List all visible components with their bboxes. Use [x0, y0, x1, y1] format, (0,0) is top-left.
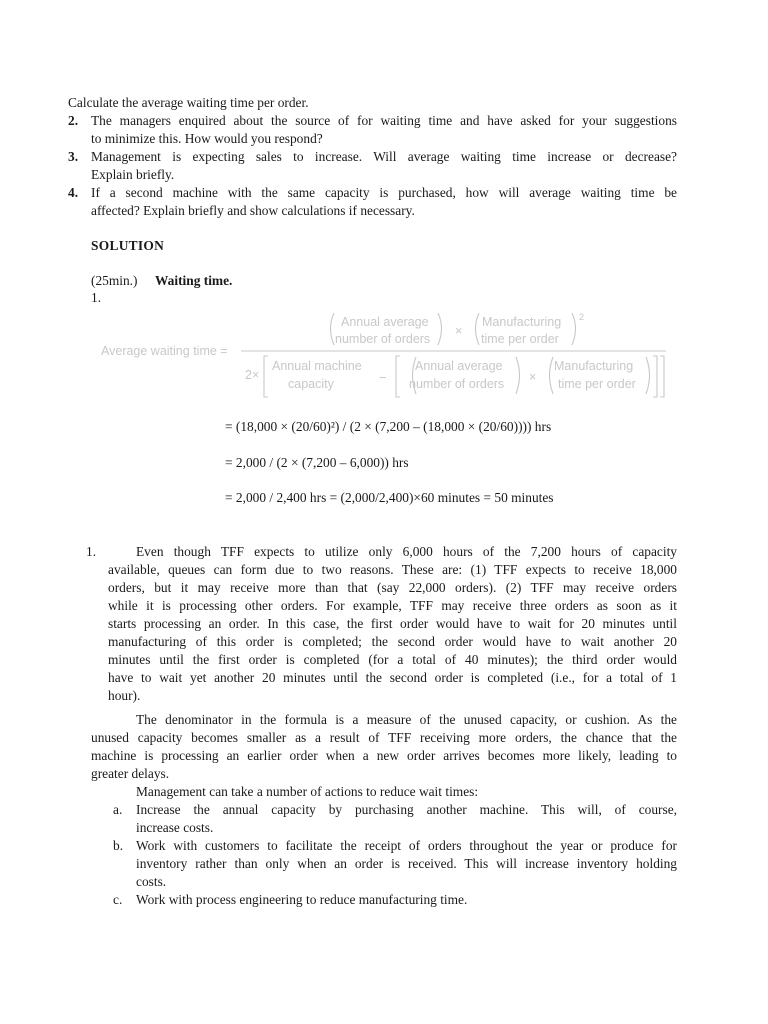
solution-part-number: 1. [91, 290, 102, 305]
answer-1-line-2: available, queues can form due to two reasons. These are: (1) TFF expects to receive 18,000 [108, 562, 677, 577]
question-4-line-1: If a second machine with the same capacity is purchased, how will average waiting time be [91, 185, 677, 200]
question-2-line-2: to minimize this. How would you respond? [91, 131, 323, 146]
paren-right-4 [646, 357, 650, 394]
question-3-line-1: Management is expecting sales to increase. Will average waiting time increase or decrease? [91, 149, 677, 164]
formula-number-of-orders: number of orders [335, 332, 431, 346]
question-3-number: 3. [68, 149, 79, 164]
solution-heading: SOLUTION [91, 238, 165, 253]
formula-two-times: 2× [245, 368, 260, 382]
answer-1-line-4: while it is processing other orders. For example, TFF may receive three orders as soon as it [108, 598, 677, 613]
formula-exponent: 2 [579, 312, 585, 322]
action-b-line-3: costs. [136, 874, 167, 889]
formula-manufacturing-2: Manufacturing [554, 359, 634, 373]
paren-left-2 [476, 313, 480, 345]
formula-time-per-order: time per order [481, 332, 559, 346]
paren-right-1 [438, 313, 442, 345]
formula-lhs: Average waiting time = [101, 344, 228, 358]
bracket-left-outer [264, 356, 268, 397]
solution-time-tag: (25min.) [91, 273, 138, 288]
actions-intro: Management can take a number of actions to reduce wait times: [136, 784, 479, 799]
question-4-line-2: affected? Explain briefly and show calculations if necessary. [91, 203, 415, 218]
action-b-line-1: Work with customers to facilitate the receipt of orders throughout the year or produce for [136, 838, 677, 853]
action-a-line-1: Increase the annual capacity by purchasing another machine. This will, of course, [136, 802, 677, 817]
bracket-right-inner [653, 356, 657, 397]
action-c-label: c. [113, 892, 123, 907]
formula-annual-machine: Annual machine [272, 359, 362, 373]
question-2-number: 2. [68, 113, 79, 128]
paren-right-3 [516, 357, 520, 394]
question-2-line-1: The managers enquired about the source of for waiting time and have asked for your suggestions [91, 113, 677, 128]
formula-minus: − [379, 370, 387, 385]
formula-manufacturing: Manufacturing [482, 315, 562, 329]
answer-1-number: 1. [86, 544, 97, 559]
formula-time-per-order-2: time per order [558, 377, 636, 391]
question-4-number: 4. [68, 185, 79, 200]
bracket-right-outer [660, 356, 664, 397]
paragraph-2-line-4: greater delays. [91, 766, 170, 781]
formula-times-2: × [529, 370, 537, 384]
paragraph-2-line-2: unused capacity becomes smaller as a result of TFF receiving more orders, the chance that the [91, 730, 677, 745]
answer-1-line-5: starts processing an order. In this case, the first order would have to wait for 20 minutes until [108, 616, 677, 631]
paragraph-2-line-1: The denominator in the formula is a measure of the unused capacity, or cushion. As the [136, 712, 677, 727]
action-c-line-1: Work with process engineering to reduce manufacturing time. [136, 892, 468, 907]
paren-right-2 [572, 313, 576, 345]
answer-1-line-6: manufacturing of this order is completed; the second order would have to wait another 20 [108, 634, 677, 649]
calc-line-3: = 2,000 / 2,400 hrs = (2,000/2,400)×60 minutes = 50 minutes [225, 490, 554, 505]
formula-number-of-orders-2: number of orders [409, 377, 505, 391]
bracket-left-inner [396, 356, 400, 397]
answer-1-line-1: Even though TFF expects to utilize only 6,000 hours of the 7,200 hours of capacity [136, 544, 677, 559]
formula-capacity: capacity [288, 377, 334, 391]
formula-times-1: × [455, 324, 463, 338]
formula-annual-average: Annual average [341, 315, 429, 329]
calc-line-1: = (18,000 × (20/60)²) / (2 × (7,200 – (18,000 × (20/60)))) hrs [225, 419, 552, 434]
answer-1-line-8: have to wait yet another 20 minutes until the second order is completed (i.e., for a total of 1 [108, 670, 677, 685]
paren-left-1 [331, 313, 335, 345]
question-1-text: Calculate the average waiting time per order. [68, 95, 309, 110]
answer-1-line-9: hour). [108, 688, 141, 703]
action-a-label: a. [113, 802, 123, 817]
formula-annual-average-2: Annual average [415, 359, 503, 373]
question-3-line-2: Explain briefly. [91, 167, 175, 182]
calc-line-2: = 2,000 / (2 × (7,200 – 6,000)) hrs [225, 455, 409, 470]
action-b-line-2: inventory rather than only when an order is received. This will increase inventory holding [136, 856, 677, 871]
action-b-label: b. [113, 838, 124, 853]
paragraph-2-line-3: machine is processing an earlier order when a new order arrives becomes more likely, leading to [91, 748, 677, 763]
action-a-line-2: increase costs. [136, 820, 214, 835]
paren-left-4 [550, 357, 554, 394]
waiting-time-formula [98, 308, 670, 400]
answer-1-line-7: minutes until the first order is completed (for a total of 40 minutes); the third order would [108, 652, 677, 667]
solution-title: Waiting time. [155, 273, 233, 288]
answer-1-line-3: orders, but it may receive more than that (say 22,000 orders). (2) TFF may receive orders [108, 580, 677, 595]
